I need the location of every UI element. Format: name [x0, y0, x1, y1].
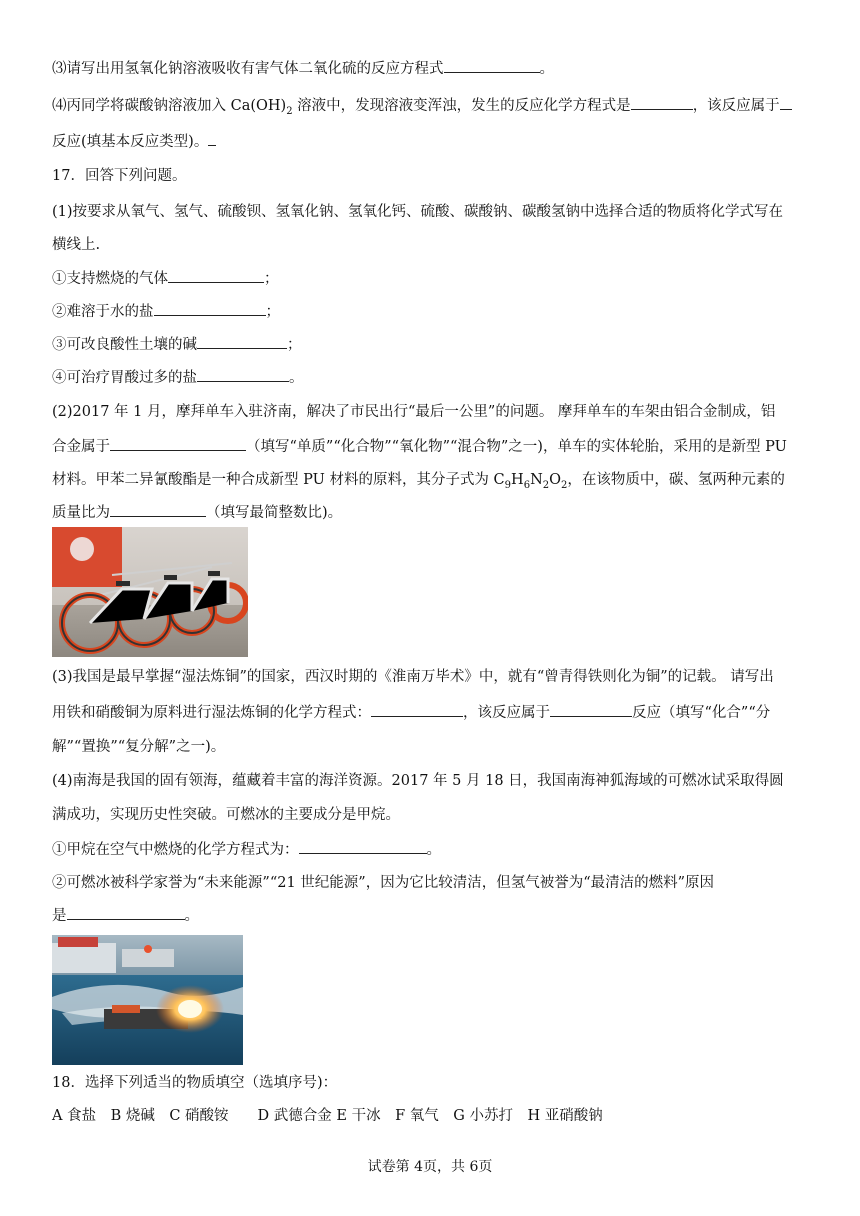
answer-blank[interactable]: [168, 268, 264, 283]
q17-p4-item-2: ②可燃冰被科学家誉为“未来能源”“21 世纪能源”，因为它比较清洁，但氢气被誉为“最清洁的燃料”原因: [52, 875, 715, 891]
q18-options: A 食盐 B 烧碱 C 硝酸铵 D 武德合金 E 干冰 F 氧气 G 小苏打 H 亚硝酸钠: [52, 1108, 603, 1124]
q17-p4-line-1: (4)南海是我国的固有领海，蕴藏着丰富的海洋资源。2017 年 5 月 18 日，我国南海神狐海域的可燃冰试采取得圆: [52, 773, 784, 789]
answer-blank[interactable]: [550, 702, 632, 717]
q16-line-4: ⑷丙同学将碳酸钠溶液加入 $Ca(OH)_2$ 溶液中，发现溶液变浑浊，发生的反应化学方程式是 ，该反应属于: [52, 95, 808, 122]
q17-p3-line-2: 用铁和硝酸铜为原料进行湿法炼铜的化学方程式： ，该反应属于 反应（填写“化合”“分: [52, 702, 808, 723]
bike-photo-graphic: [52, 527, 248, 657]
bike-photo: [52, 527, 248, 657]
q17-p2-line-4: 质量比为 （填写最简整数比)。: [52, 502, 808, 523]
answer-blank[interactable]: [197, 334, 287, 349]
answer-blank[interactable]: [197, 367, 289, 382]
q17-item-4: ④可治疗胃酸过多的盐 。: [52, 367, 808, 388]
page-footer: 试卷第 4页，共 6页: [367, 1159, 493, 1175]
answer-blank[interactable]: [67, 905, 185, 920]
q17-item-2: ②难溶于水的盐 ；: [52, 301, 808, 322]
q17-item-3: ③可改良酸性土壤的碱 ；: [52, 334, 808, 355]
q16-line-5: 反应(填基本反应类型)。: [52, 131, 808, 152]
answer-blank[interactable]: [110, 502, 206, 517]
answer-blank[interactable]: [299, 839, 427, 854]
q17-p2-line-2: 合金属于 （填写“单质”“化合物”“氧化物”“混合物”之一)，单车的实体轮胎，采用的是新型 PU: [52, 436, 808, 457]
ocean-flame-graphic: [52, 935, 243, 1065]
q17-p1-line-2: 横线上.: [52, 237, 101, 253]
q17-p3-line-1: (3)我国是最早掌握“湿法炼铜”的国家，西汉时期的《淮南万毕术》中，就有“曾青得铁则化为铜”的记载。 请写出: [52, 669, 774, 685]
answer-blank[interactable]: [208, 131, 216, 146]
q18-title: 18．选择下列适当的物质填空（选填序号)：: [52, 1075, 338, 1091]
answer-blank[interactable]: [371, 702, 463, 717]
answer-blank[interactable]: [780, 95, 792, 110]
q17-p4-item-1: ①甲烷在空气中燃烧的化学方程式为： 。: [52, 839, 808, 860]
answer-blank[interactable]: [444, 58, 540, 73]
q17-p2-line-3: 材料。甲苯二异氰酸酯是一种合成新型 PU 材料的原料，其分子式为 $C_9H_6N_2O_2$，在该物质中，碳、氢两种元素的: [52, 472, 785, 491]
q17-item-1: ①支持燃烧的气体 ；: [52, 268, 808, 289]
q17-p4-line-2: 满成功，实现历史性突破。可燃冰的主要成分是甲烷。: [52, 807, 400, 823]
q17-p1-line-1: (1)按要求从氧气、氢气、硫酸钡、氢氧化钠、氢氧化钙、硫酸、碳酸钠、碳酸氢钠中选择合适的物质将化学式写在: [52, 204, 784, 220]
q17-p4-item-3: 是 。: [52, 905, 808, 926]
answer-blank[interactable]: [110, 436, 246, 451]
q17-p2-line-1: (2)2017 年 1 月，摩拜单车入驻济南，解决了市民出行“最后一公里”的问题。 摩拜单车的车架由铝合金制成，铝: [52, 404, 776, 420]
answer-blank[interactable]: [154, 301, 266, 316]
answer-blank[interactable]: [631, 95, 693, 110]
q17-p3-line-3: 解”“置换”“复分解”之一)。: [52, 739, 226, 755]
q16-line-3: ⑶请写出用氢氧化钠溶液吸收有害气体二氧化硫的反应方程式 。: [52, 58, 808, 79]
ocean-flame-photo: [52, 935, 243, 1065]
q17-title: 17．回答下列问题。: [52, 168, 187, 184]
